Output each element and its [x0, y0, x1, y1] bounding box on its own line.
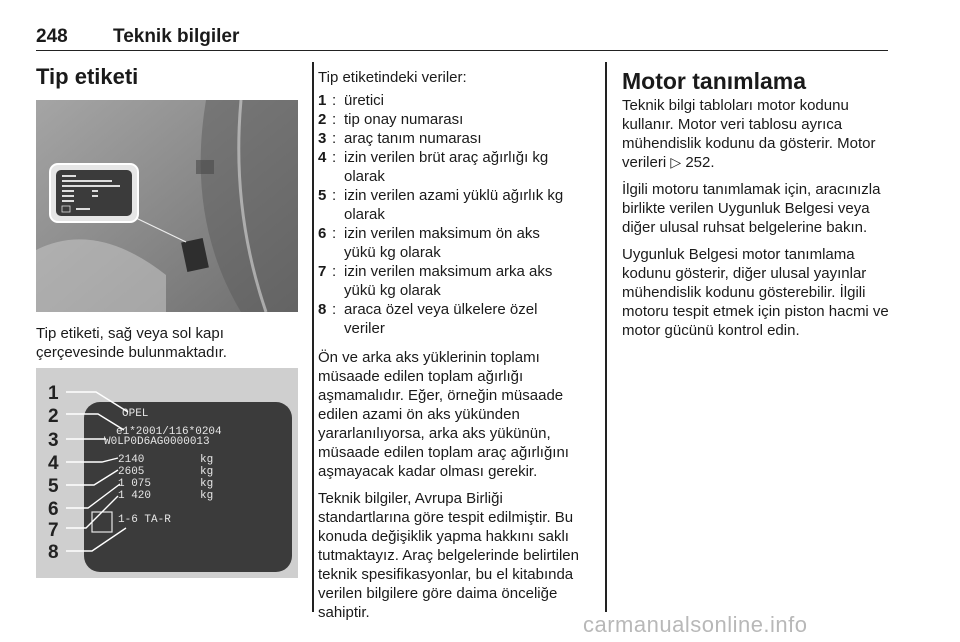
column-divider-2 [605, 62, 607, 612]
list-item: 2 : tip onay numarası [318, 110, 598, 129]
engine-id-paragraph-3: Uygunluk Belgesi motor tanımlama kodunu gösterir, diğer ulusal yayınlar mühendislik kodunu gösterebilir. İlgili motoru tespit etmek için piston hacmi ve motor gücünü kontrol edin. [622, 246, 889, 339]
list-item: 7 : izin verilen maksimum arka aks yükü kg olarak [318, 262, 598, 300]
item-number: 6 [318, 225, 327, 242]
page-reference-icon: ▷ [670, 154, 682, 170]
list-item: 4 : izin verilen brüt araç ağırlığı kg olarak [318, 148, 598, 186]
callout-5: 5 [48, 476, 59, 497]
list-item: 1 : üretici [318, 91, 598, 110]
plate-line-2: e1*2001/116*0204 [116, 426, 222, 438]
plate-unit-1: kg [200, 454, 214, 466]
list-item: 3 : araç tanım numarası [318, 129, 598, 148]
item-number: 2 [318, 111, 327, 128]
running-title: Teknik bilgiler [113, 26, 240, 47]
item-text: izin verilen azami yüklü ağırlık kg olarak [344, 187, 564, 223]
list-item: 6 : izin verilen maksimum ön aks yükü kg olarak [318, 224, 598, 262]
section-title-type-label: Tip etiketi [36, 64, 139, 89]
eu-standards-paragraph: Teknik bilgiler, Avrupa Birliği standartlarına göre tespit edilmiştir. Bu konuda değişiklik yapma hakkını saklı tutmaktayız. Araç belgelerinde belirtilen teknik spesifikasyonlar, bu el kitabında verilen bilgilere göre daima önceliğe sahiptir. [318, 490, 579, 621]
engine-id-paragraph-2: İlgili motoru tanımlamak için, aracınızla birlikte verilen Uygunluk Belgesi veya diğer ulusal ruhsat belgelerine bakın. [622, 181, 881, 236]
item-number: 8 [318, 301, 327, 318]
callout-3: 3 [48, 430, 59, 451]
item-text: izin verilen brüt araç ağırlığı kg olarak [344, 149, 549, 185]
plate-line-3: W0LP0D6AG0000013 [104, 436, 210, 448]
list-item: 5 : izin verilen azami yüklü ağırlık kg olarak [318, 186, 598, 224]
item-number: 4 [318, 149, 327, 166]
type-plate-svg [36, 368, 298, 578]
engine-id-paragraph-1-text: Teknik bilgi tabloları motor kodunu kullanır. Motor veri tablosu ayrıca mühendislik kodunu da gösterir. Motor verileri [622, 97, 876, 171]
engine-id-paragraph-1 [622, 96, 890, 172]
type-label-photo [36, 100, 298, 312]
plate-line-1: OPEL [122, 408, 149, 420]
list-item: 8 : araca özel veya ülkelere özel veriler [318, 300, 598, 338]
section-title-engine-id: Motor tanımlama [622, 68, 807, 94]
callout-4: 4 [48, 453, 59, 474]
page-number: 248 [36, 26, 68, 47]
type-label-data-column [318, 68, 598, 630]
plate-unit-2: kg [200, 466, 214, 478]
item-number: 1 [318, 92, 327, 109]
item-number: 7 [318, 263, 327, 280]
plate-line-6: 1 075 [118, 478, 152, 490]
axle-load-paragraph: Ön ve arka aks yüklerinin toplamı müsaade edilen toplam ağırlığı aşmamalıdır. Eğer, örneğin müsaade edilen azami ön aks yükünden yararlanılıyorsa, arka aks yükünün, müsaade edilen toplam araç ağırlığını aşmayacak kadar olması gerekir. [318, 349, 569, 480]
item-text: araç tanım numarası [344, 130, 482, 147]
photo-caption [36, 324, 298, 370]
callout-1: 1 [48, 383, 59, 404]
plate-line-4: 2140 [118, 454, 145, 466]
type-plate-diagram [36, 368, 298, 578]
plate-unit-4: kg [200, 490, 214, 502]
type-label-items [318, 91, 598, 338]
item-text: izin verilen maksimum ön aks yükü kg olarak [344, 225, 540, 261]
column-divider-1 [312, 62, 314, 612]
page-reference-link[interactable]: 252. [685, 154, 715, 171]
engine-id-column [622, 96, 890, 348]
item-text: izin verilen maksimum arka aks yükü kg olarak [344, 263, 553, 299]
plate-line-7: 1 420 [118, 490, 152, 502]
type-label-intro: Tip etiketindeki veriler: [318, 69, 467, 86]
callout-7: 7 [48, 520, 59, 541]
plate-line-5: 2605 [118, 466, 145, 478]
item-number: 5 [318, 187, 327, 204]
callout-8: 8 [48, 542, 59, 563]
callout-6: 6 [48, 499, 59, 520]
item-text: tip onay numarası [344, 111, 464, 128]
item-text: üretici [344, 92, 385, 109]
callout-2: 2 [48, 406, 59, 427]
photo-caption-text: Tip etiketi, sağ veya sol kapı çerçevesinde bulunmaktadır. [36, 325, 227, 361]
item-number: 3 [318, 130, 327, 147]
page-header [36, 26, 888, 51]
plate-bottom-line: 1-6 TA-R [118, 514, 171, 526]
item-text: araca özel veya ülkelere özel veriler [344, 301, 538, 337]
plate-unit-3: kg [200, 478, 214, 490]
watermark: carmanualsonline.info [583, 612, 808, 637]
